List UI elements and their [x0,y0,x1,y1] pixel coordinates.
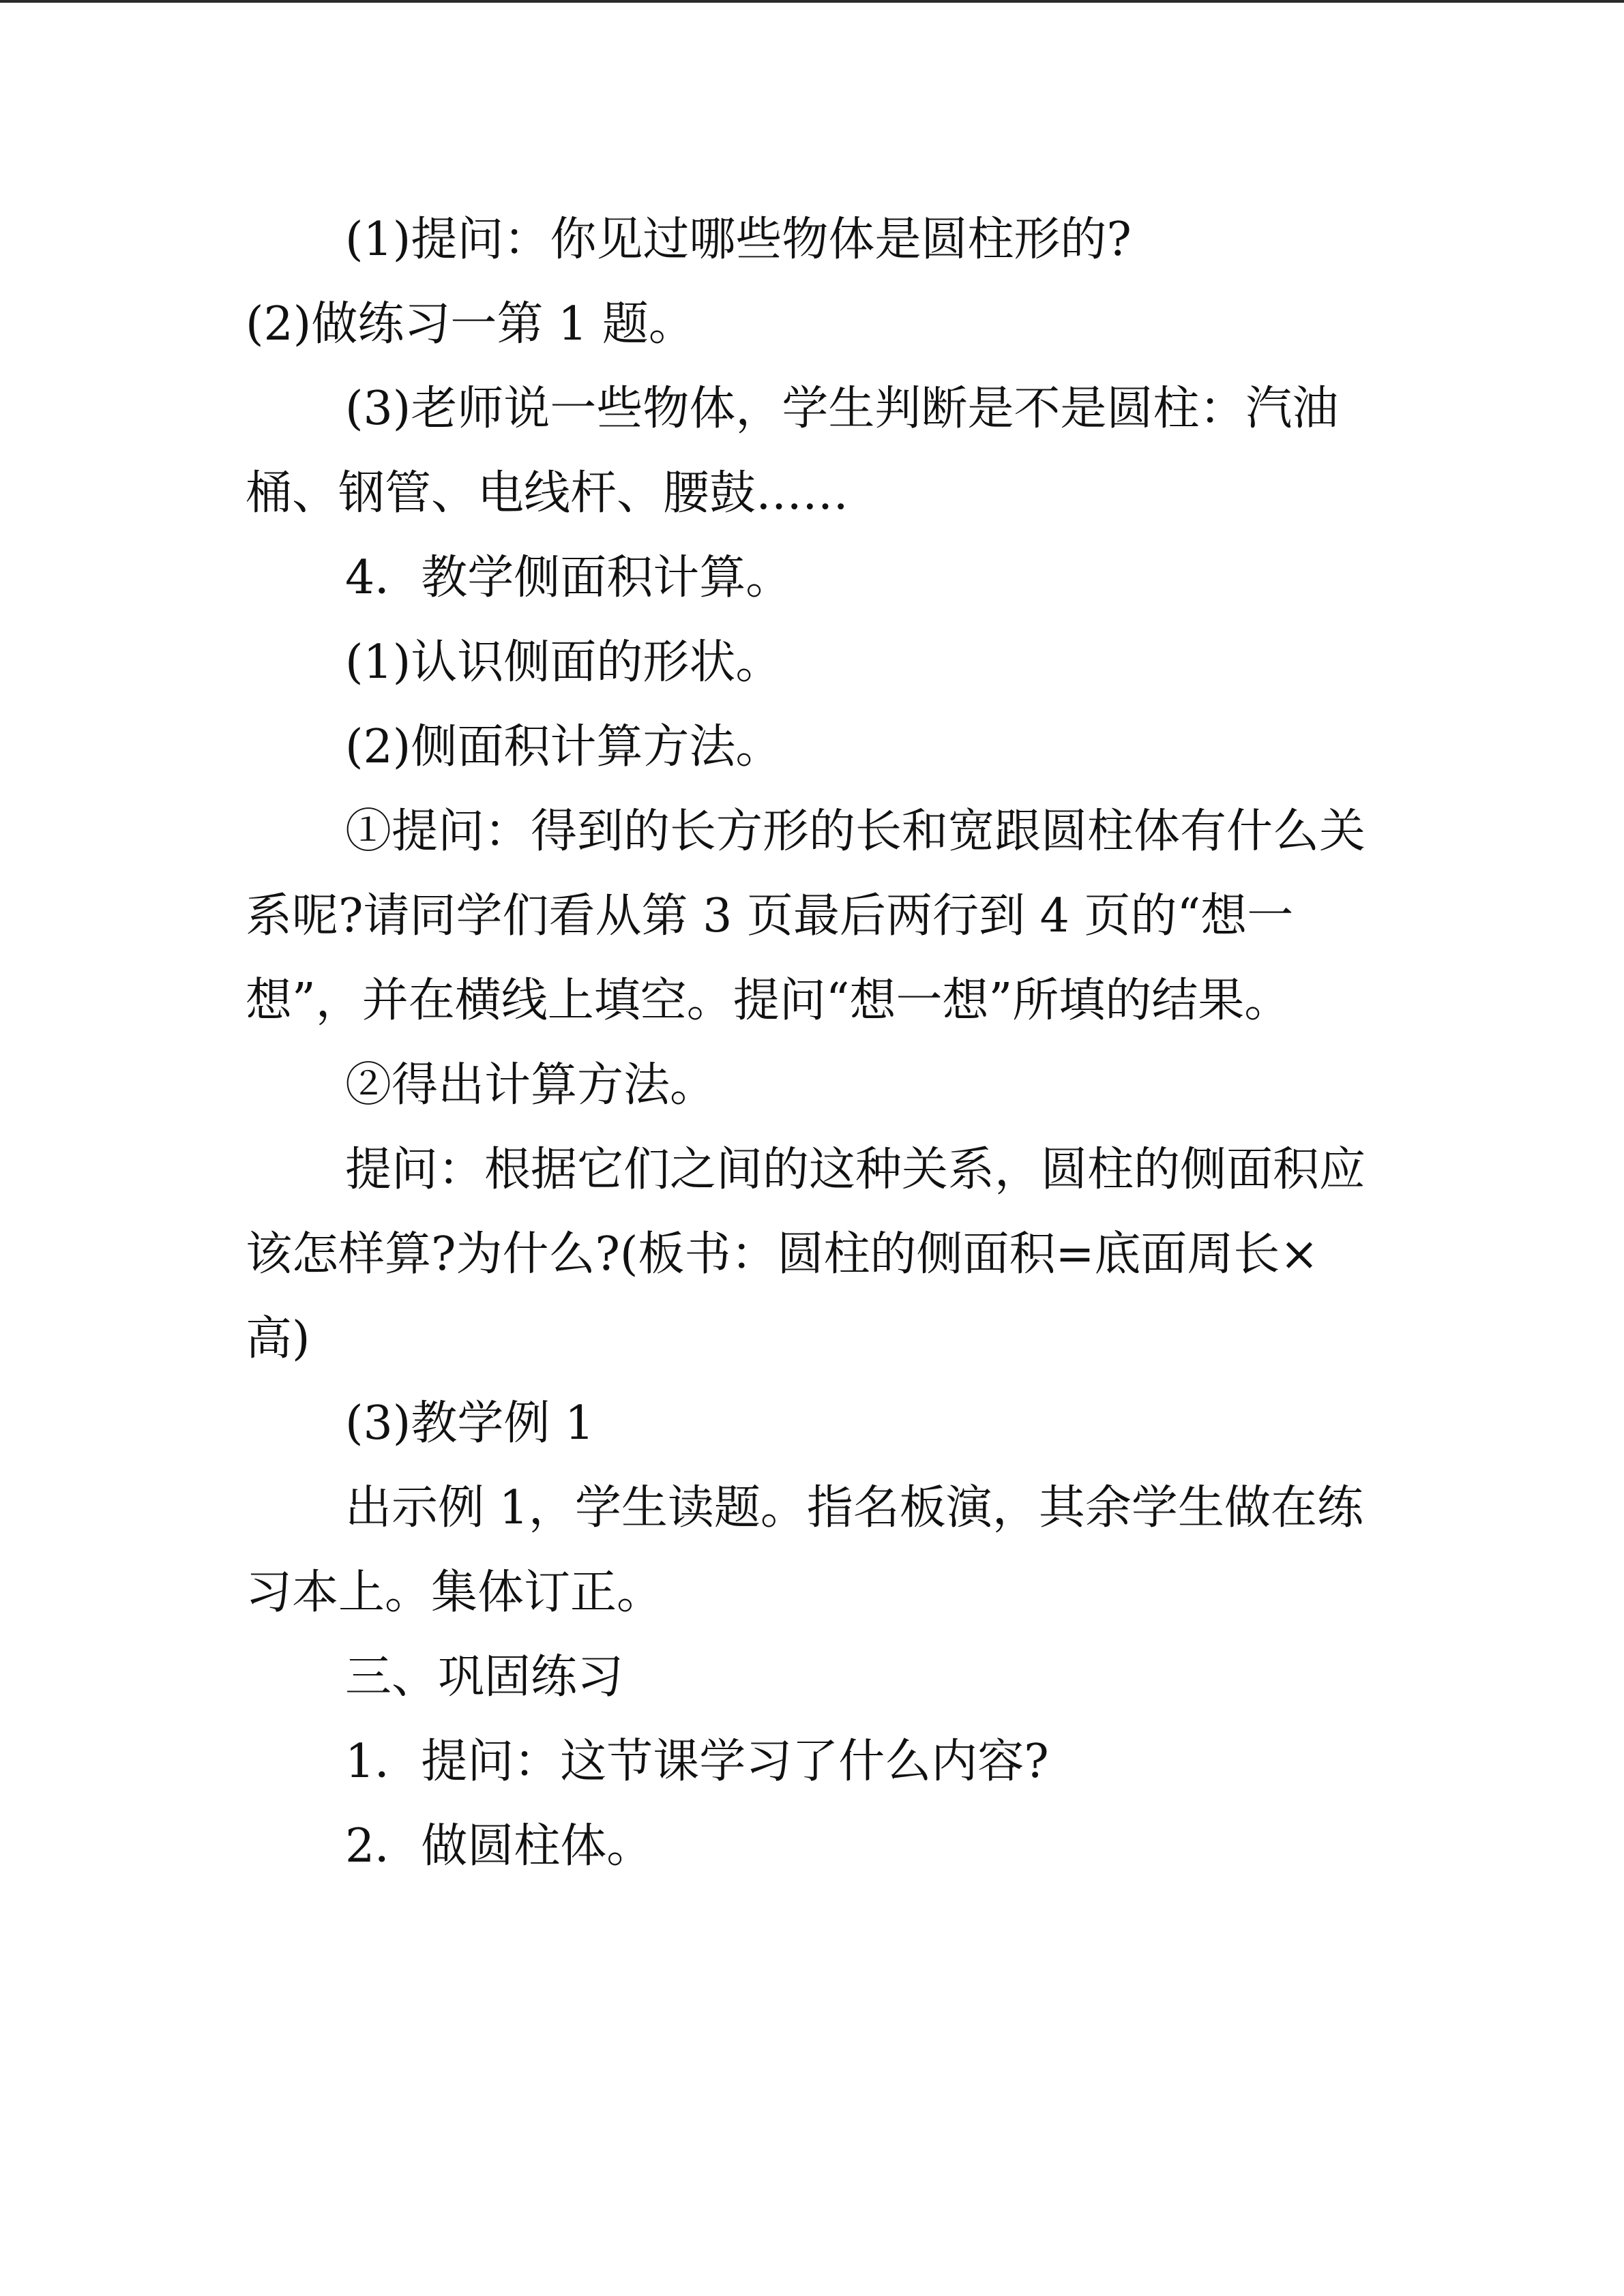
paragraph-lateral-method: (2)侧面积计算方法。 [345,720,782,774]
page-top-border [0,0,1624,3]
paragraph-lateral-area-heading: 4．教学侧面积计算。 [345,551,793,605]
paragraph-lateral-shape: (1)认识侧面的形状。 [345,636,782,689]
paragraph-formula-question: 提问：根据它们之间的这种关系，圆柱的侧面积应该怎样算?为什么?(板书：圆柱的侧面积=底面周长×高) [246,1143,1366,1366]
paragraph-exercise-one: (2)做练习一第 1 题。 [246,297,695,351]
paragraph-example-one-heading: (3)教学例 1 [345,1397,595,1450]
document-body [246,198,1378,1889]
paragraph-question-cylinder-objects: (1)提问：你见过哪些物体是圆柱形的? [345,213,1132,267]
paragraph-example-one-activity: 出示例 1，学生读题。指名板演，其余学生做在练习本上。集体订正。 [246,1481,1363,1620]
paragraph-teacher-names-objects: (3)老师说一些物体，学生判断是不是圆柱：汽油桶、钢管、电线杆、腰鼓…… [246,382,1339,520]
section-heading-consolidation: 三、巩固练习 [345,1650,624,1704]
paragraph-review-question: 1．提问：这节课学习了什么内容? [345,1735,1049,1789]
paragraph-derive-method: ②得出计算方法。 [345,1058,717,1112]
paragraph-rectangle-relation: ①提问：得到的长方形的长和宽跟圆柱体有什么关系呢?请同学们看从第 3 页最后两行到 4 页的“想一想”，并在横线上填空。提问“想一想”所填的结果。 [246,805,1366,1028]
paragraph-make-cylinder: 2．做圆柱体。 [345,1819,653,1873]
